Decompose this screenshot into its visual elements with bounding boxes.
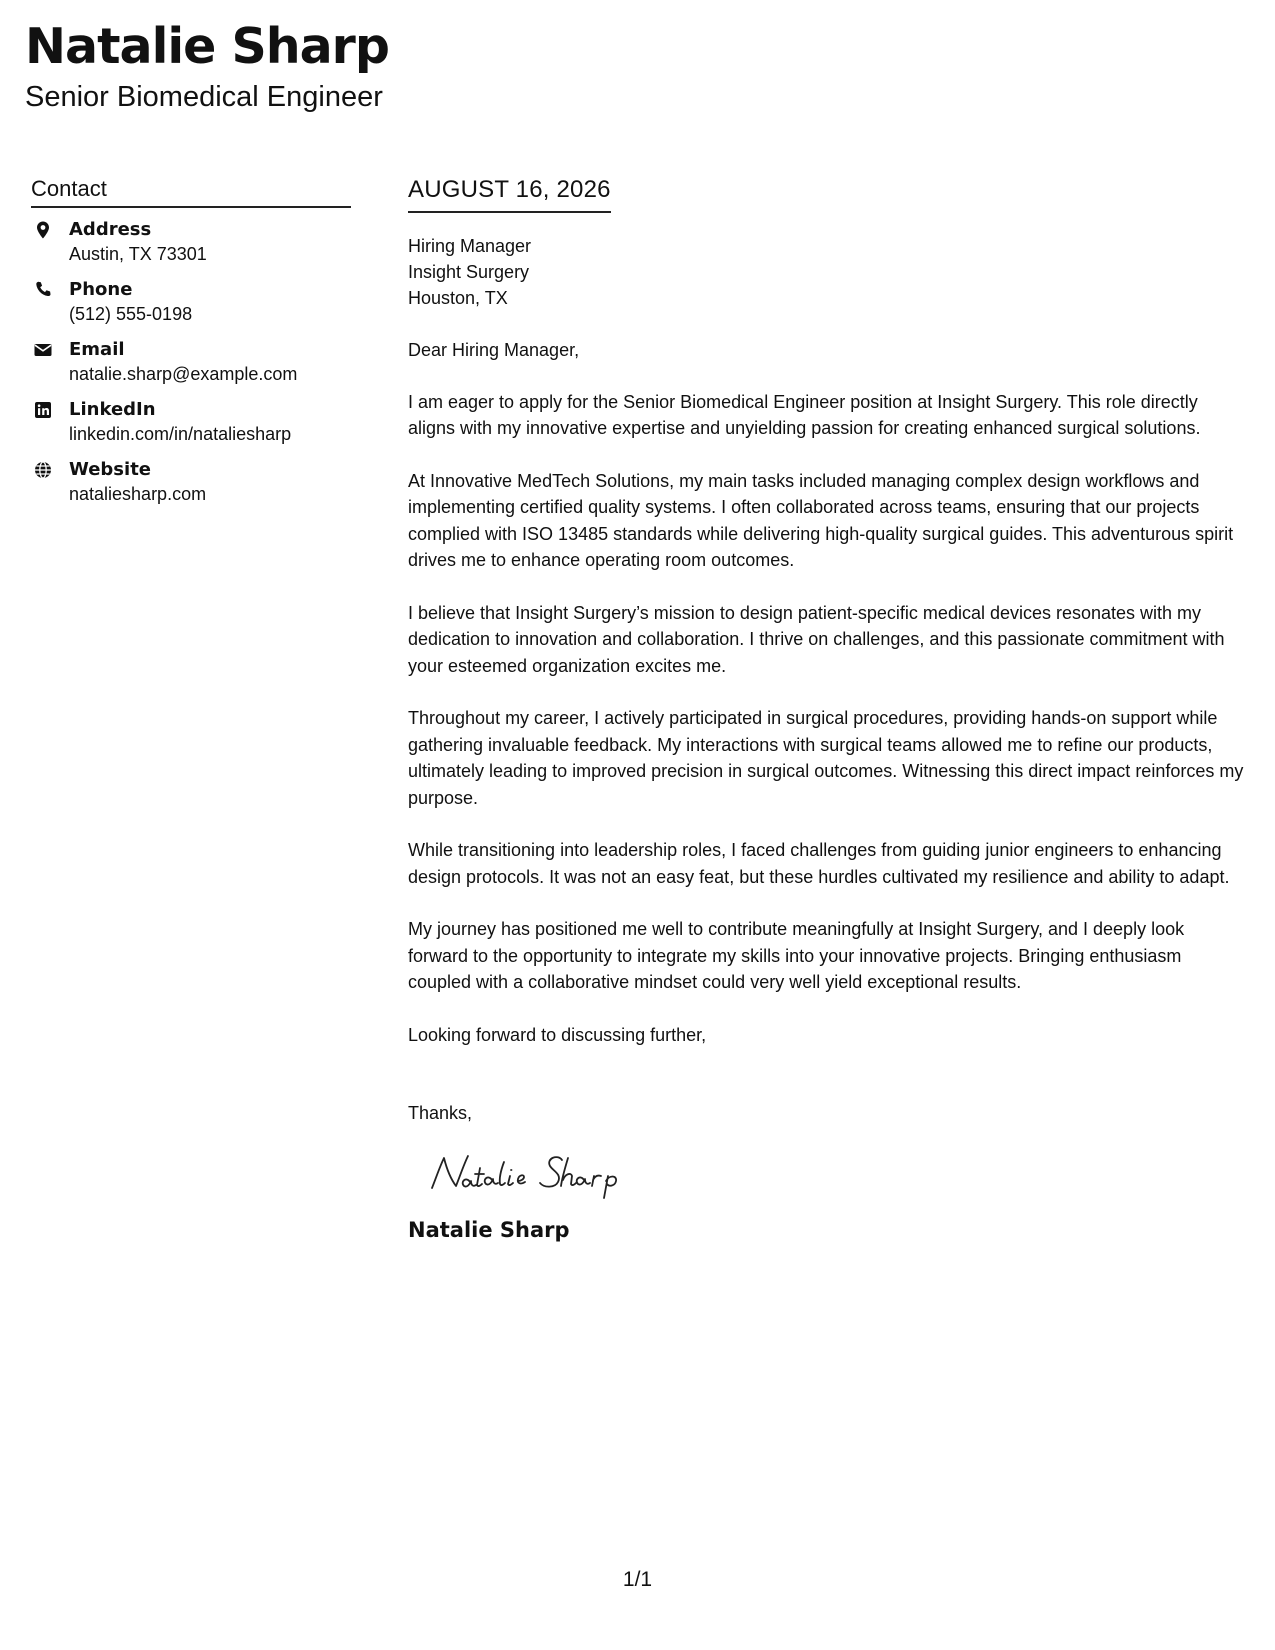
- letter-date: AUGUST 16, 2026: [408, 176, 611, 213]
- globe-icon: [33, 460, 53, 480]
- phone-value: (512) 555-0198: [69, 304, 193, 325]
- contact-item-email: [31, 338, 351, 388]
- contact-label: Phone: [69, 279, 133, 301]
- letter-paragraph: Throughout my career, I actively participated in surgical procedures, providing hands-on support while gathering invaluable feedback. My interactions with surgical teams allowed me to refine our products, ultimately leading to improved precision in surgical outcomes. Witnessing this direct impact reinforces my purpose.: [408, 708, 1244, 808]
- signoff: Thanks,: [408, 1102, 473, 1123]
- contact-item-address: [31, 218, 351, 268]
- contact-item-linkedin: [31, 398, 351, 448]
- envelope-icon: [33, 340, 53, 360]
- applicant-name: Natalie Sharp: [25, 18, 389, 75]
- letter-paragraph: I am eager to apply for the Senior Biomedical Engineer position at Insight Surgery. This role directly aligns with my innovative expertise and unyielding passion for creating enhanced surgical solutions.: [408, 391, 1201, 439]
- contact-item-phone: [31, 278, 351, 328]
- contact-item-website: [31, 458, 351, 508]
- letter-body: [408, 176, 1248, 1243]
- email-value: natalie.sharp@example.com: [69, 364, 298, 385]
- recipient-line: Insight Surgery: [408, 261, 530, 282]
- website-value: nataliesharp.com: [69, 484, 207, 505]
- phone-icon: [33, 280, 53, 300]
- recipient-line: Hiring Manager: [408, 235, 532, 256]
- recipient-line: Houston, TX: [408, 287, 508, 308]
- address-value: Austin, TX 73301: [69, 244, 207, 265]
- contact-sidebar: [31, 176, 351, 508]
- closing-line: Looking forward to discussing further,: [408, 1024, 707, 1045]
- page-number: 1/1: [622, 1568, 653, 1591]
- contact-heading: Contact: [31, 176, 351, 208]
- letter-paragraph: While transitioning into leadership roles, I faced challenges from guiding junior engineers to enhancing design protocols. It was not an easy feat, but these hurdles cultivated my resilience and ability to adapt.: [408, 840, 1230, 887]
- linkedin-icon: [33, 400, 53, 420]
- contact-label: Address: [69, 219, 152, 241]
- contact-label: LinkedIn: [69, 399, 156, 421]
- contact-label: Website: [69, 459, 152, 481]
- letter-paragraph: My journey has positioned me well to contribute meaningfully at Insight Surgery, and I deeply look forward to the opportunity to integrate my skills into your innovative projects. Bringing enthusiasm coupled with a collaborative mindset could very well yield exceptional results.: [408, 919, 1185, 993]
- handwritten-signature: [426, 1148, 666, 1200]
- applicant-job-title: Senior Biomedical Engineer: [25, 81, 383, 113]
- contact-label: Email: [69, 339, 125, 361]
- letter-paragraph: I believe that Insight Surgery’s mission to design patient-specific medical devices resonates with my dedication to innovation and collaboration. I thrive on challenges, and this passionate commitment with your esteemed organization excites me.: [408, 602, 1225, 676]
- letter-paragraph: At Innovative MedTech Solutions, my main tasks included managing complex design workflows and implementing certified quality systems. I often collaborated across teams, ensuring that our projects complied with ISO 13485 standards while delivering high-quality surgical guides. This adventurous spirit drives me to enhance operating room outcomes.: [408, 470, 1234, 571]
- map-pin-icon: [33, 220, 53, 240]
- salutation: Dear Hiring Manager,: [408, 339, 580, 360]
- signer-name: Natalie Sharp: [408, 1217, 570, 1242]
- recipient-block: [408, 233, 1248, 311]
- linkedin-value: linkedin.com/in/nataliesharp: [69, 424, 292, 445]
